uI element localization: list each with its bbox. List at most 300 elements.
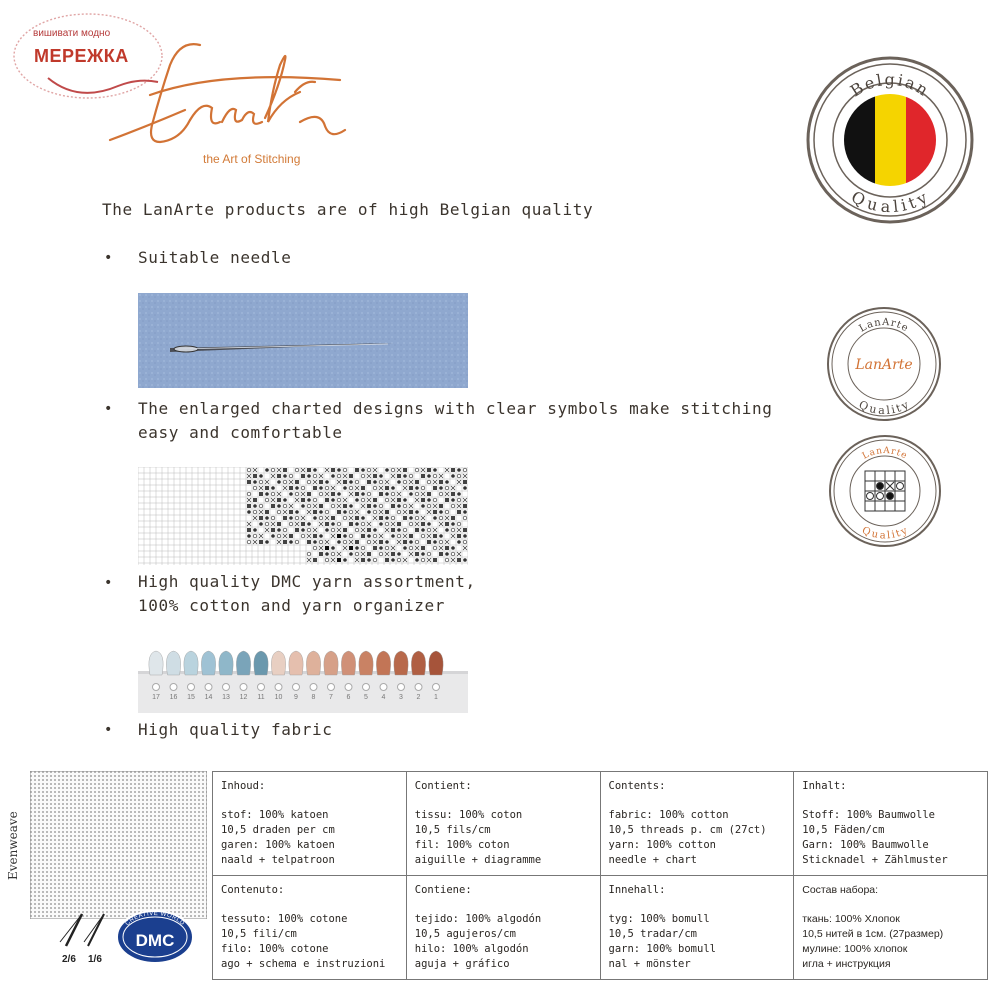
yarn-hole [188,684,195,691]
chart-symbol [307,468,311,472]
yarn-bunch [359,651,373,675]
chart-symbol [307,492,311,496]
chart-symbol [397,528,401,532]
contents-line: 10,5 fils/cm [414,824,491,836]
chart-symbol [385,510,389,514]
chart-symbol [271,486,275,490]
yarn-organizer-photo [138,643,468,713]
needle-size-label: 1/6 [88,954,102,965]
lanarte-quality-seal [825,305,943,423]
chart-symbol [295,486,299,490]
contents-row [213,772,988,876]
chart-symbol [253,498,257,502]
chart-symbol [463,534,467,538]
contents-line: 10,5 fili/cm [221,928,297,940]
chart-symbol [355,498,359,502]
chart-symbol [463,486,467,490]
chart-symbol [349,552,353,556]
chart-symbol [445,528,449,532]
yarn-number: 12 [239,694,248,701]
chart-symbol [457,492,461,496]
chart-symbol [295,510,299,514]
chart-symbol [391,486,395,490]
bullet-yarn-text-line1: High quality DMC yarn assortment, [138,572,476,591]
chart-symbol [391,534,395,538]
chart-symbol [289,492,293,496]
chart-symbol [331,492,335,496]
yarn-number: 2 [416,694,421,701]
contents-line: ткань: 100% Хлопок [802,913,900,925]
chart-symbol [331,522,335,526]
chart-symbol [397,498,401,502]
svg-text:Quality [848,187,932,216]
yarn-number: 4 [381,694,386,701]
chart-symbol [391,552,395,556]
chart-symbol [409,492,413,496]
yarn-number: 10 [274,694,283,701]
contents-line: fil: 100% coton [414,839,510,851]
yarn-hole [345,684,352,691]
chart-symbol [313,540,317,544]
chart-symbol [247,480,251,484]
contents-line: tyg: 100% bomull [608,913,710,925]
merezhka-name: МЕРЕЖКА [34,46,129,66]
chart-symbol [343,480,347,484]
dmc-ring-text: CREATIVE WORLD [124,910,186,928]
chart-symbol [397,474,401,478]
needle-photo [138,293,468,388]
chart-symbol [409,540,413,544]
chart-symbol [247,534,251,538]
chart-symbol [337,492,341,496]
chart-symbol [253,474,257,478]
chart-symbol [313,468,317,472]
belgian-seal-top-text: Belgian [846,69,934,101]
chart-symbol [451,546,455,550]
chart-symbol [433,540,437,544]
yarn-bunch [201,651,215,675]
chart-symbol [319,486,323,490]
chart-symbol [325,552,329,556]
yarn-bunch [289,651,303,675]
chart-symbol [379,516,383,520]
lanarte-seal-bottom-text: Quality [856,397,912,418]
needle-size-1-6 [80,912,108,967]
yarn-bunch [184,651,198,675]
contents-heading: Contiene: [414,884,472,896]
contents-cell [406,772,600,876]
bullet-dot: • [104,250,113,266]
chart-symbol [415,510,419,514]
chart-symbol [337,534,341,538]
chart-symbol [313,516,317,520]
contents-line: nal + mönster [608,958,691,970]
yarn-bunch [149,651,163,675]
yarn-bunch [394,651,408,675]
yarn-bunch [271,651,285,675]
chart-symbol [295,480,299,484]
chart-symbol [325,528,329,532]
contents-heading: Inhoud: [221,780,266,792]
svg-text:Quality [857,398,912,417]
chart-symbol [427,540,431,544]
chart-symbol [421,504,425,508]
chart-symbol [415,486,419,490]
yarn-organizer-graphic [138,643,468,713]
contents-line: Sticknadel + Zählmuster [802,854,948,866]
grid-seal-graphic [827,433,943,549]
chart-symbol [259,522,263,526]
chart-symbol [373,498,377,502]
chart-symbol [325,480,329,484]
yarn-bunch [306,651,320,675]
chart-symbol [433,558,437,562]
chart-symbol [361,534,365,538]
contents-heading: Contenuto: [221,884,285,896]
grid-seal-top-text: LanArte [860,445,910,462]
chart-symbol [427,474,431,478]
chart-symbol [403,516,407,520]
bullet-chart-text-line2: easy and comfortable [138,423,343,442]
chart-symbol [325,522,329,526]
chart-symbol [367,552,371,556]
chart-symbol [313,510,317,514]
chart-symbol [427,498,431,502]
chart-symbol [427,522,431,526]
chart-symbol [271,534,275,538]
yarn-hole [153,684,160,691]
contents-line: filo: 100% cotone [221,943,329,955]
chart-symbol [289,516,293,520]
chart-symbol [397,504,401,508]
chart-symbol [337,510,341,514]
chart-symbol [463,558,467,562]
yarn-hole [258,684,265,691]
stitch-grid-quality-seal [827,433,943,549]
chart-symbol [355,516,359,520]
lanarte-logo [90,30,350,170]
yarn-hole [398,684,405,691]
chart-symbol [343,528,347,532]
chart-grid-graphic [138,467,468,565]
chart-symbol [247,504,251,508]
contents-heading: Contents: [608,780,666,792]
chart-symbol [367,534,371,538]
chart-symbol [373,474,377,478]
chart-symbol [445,522,449,526]
contents-line: 10,5 threads p. cm (27ct) [608,824,767,836]
chart-symbol [319,552,323,556]
chart-symbol [445,480,449,484]
intro-text: The LanArte products are of high Belgian quality [102,200,594,219]
chart-symbol [361,558,365,562]
contents-line: мулине: 100% хлопок [802,943,908,955]
chart-symbol [343,510,347,514]
chart-symbol [451,468,455,472]
stitch-grid-icon [865,471,905,511]
yarn-number: 11 [257,694,265,701]
needle-graphic [138,293,468,388]
chart-symbol [385,558,389,562]
contents-line: stof: 100% katoen [221,809,329,821]
chart-symbol [391,558,395,562]
contents-line: garen: 100% katoen [221,839,335,851]
chart-symbol [283,540,287,544]
contents-cell [794,772,988,876]
yarn-hole [205,684,212,691]
chart-symbol [277,474,281,478]
chart-symbol [367,558,371,562]
yarn-number: 9 [294,694,298,701]
chart-symbol [379,474,383,478]
yarn-bunch [429,651,443,675]
chart-symbol [301,522,305,526]
chart-symbol [343,534,347,538]
contents-cell [213,772,407,876]
chart-symbol [343,558,347,562]
chart-symbol [385,516,389,520]
chart-symbol [421,522,425,526]
evenweave-fabric-sample [30,771,207,919]
yarn-number: 1 [434,694,438,701]
chart-symbol [439,486,443,490]
bullet-chart-text-line1: The enlarged charted designs with clear symbols make stitching [138,399,773,418]
yarn-hole [293,684,300,691]
chart-symbol [271,528,275,532]
chart-symbol [439,504,443,508]
contents-row [213,876,988,980]
chart-symbol [361,486,365,490]
lanarte-seal-graphic [825,305,943,423]
chart-symbol [283,474,287,478]
chart-symbol [265,468,269,472]
chart-symbol [289,510,293,514]
contents-line: aiguille + diagramme [414,854,542,866]
chart-symbol [433,486,437,490]
chart-symbol [253,528,257,532]
chart-symbol [373,528,377,532]
chart-symbol [319,504,323,508]
chart-symbol [331,498,335,502]
contents-line: tessuto: 100% cotone [221,913,348,925]
chart-symbol [301,498,305,502]
chart-symbol [331,474,335,478]
chart-symbol [337,540,341,544]
chart-symbol [385,492,389,496]
chart-symbol [457,540,461,544]
chart-symbol [439,480,443,484]
chart-symbol [259,540,263,544]
belgian-seal-graphic [805,55,975,225]
chart-symbol [265,486,269,490]
chart-symbol [421,498,425,502]
yarn-number: 15 [187,694,195,701]
chart-symbol [307,522,311,526]
chart-symbol [271,504,275,508]
yarn-bunch [411,651,425,675]
chart-symbol [397,552,401,556]
chart-symbol [265,492,269,496]
yarn-number: 8 [311,694,316,701]
chart-symbol [385,486,389,490]
chart-symbol [319,480,323,484]
yarn-bunch [254,651,268,675]
grid-seal-bottom-text: Quality [860,524,911,542]
chart-symbol [295,528,299,532]
chart-symbol [451,492,455,496]
chart-symbol [403,546,407,550]
yarn-hole [380,684,387,691]
chart-symbol [259,492,263,496]
chart-symbol [457,534,461,538]
chart-symbol [355,492,359,496]
chart-symbol [301,474,305,478]
chart-symbol [289,486,293,490]
contents-line: fabric: 100% cotton [608,809,729,821]
yarn-bunch [376,651,390,675]
chart-symbol [343,486,347,490]
chart-symbol [361,516,365,520]
contents-line: hilo: 100% algodón [414,943,529,955]
chart-symbol [409,534,413,538]
chart-symbol [355,468,359,472]
bullet-dot: • [104,722,113,738]
contents-heading: Contient: [414,780,472,792]
contents-cell [600,772,794,876]
yarn-number: 16 [169,694,178,701]
yarn-number: 7 [329,694,333,701]
chart-symbol [343,504,347,508]
chart-symbol [349,474,353,478]
chart-symbol [307,540,311,544]
chart-symbol [313,534,317,538]
chart-symbol [403,474,407,478]
lanarte-tagline: the Art of Stitching [203,152,301,166]
chart-symbol [463,510,467,514]
contents-line: yarn: 100% cotton [608,839,716,851]
chart-symbol [355,540,359,544]
chart-symbol [409,486,413,490]
lanarte-script-mark [90,30,350,170]
chart-symbol [463,504,467,508]
chart-symbol [277,522,281,526]
yarn-hole [433,684,440,691]
chart-symbol [319,510,323,514]
lanarte-seal-center-text: LanArte [855,357,913,373]
contents-line: Stoff: 100% Baumwolle [802,809,936,821]
contents-cell [213,876,407,980]
chart-symbol [421,528,425,532]
chart-symbol [421,552,425,556]
yarn-hole [240,684,247,691]
chart-symbol [451,474,455,478]
yarn-number: 5 [364,694,368,701]
contents-line: Garn: 100% Baumwolle [802,839,929,851]
contents-table [212,771,988,980]
chart-symbol [385,540,389,544]
chart-symbol [427,468,431,472]
bullet-fabric-text: High quality fabric [138,720,333,739]
chart-symbol [451,516,455,520]
svg-text:LanArte [861,446,909,462]
chart-symbol [301,504,305,508]
yarn-hole [223,684,230,691]
bullet-needle-text: Suitable needle [138,248,292,267]
merezhka-tagline: вишивати модно [33,28,111,39]
chart-symbol [361,492,365,496]
chart-symbol [313,558,317,562]
chart-symbol [283,468,287,472]
chart-symbol [415,558,419,562]
yarn-bunch [166,651,180,675]
chart-symbol [397,480,401,484]
chart-symbol [379,522,383,526]
chart-symbol [445,546,449,550]
evenweave-label: Evenweave [6,811,20,880]
chart-symbol [307,498,311,502]
chart-symbol [433,468,437,472]
chart-symbol [457,558,461,562]
yarn-hole [328,684,335,691]
yarn-number: 13 [222,694,230,701]
contents-line: 10,5 нитей в 1см. (27размер) [802,928,944,940]
chart-symbol [439,552,443,556]
belgian-quality-seal [805,55,975,225]
chart-symbol [433,516,437,520]
svg-text:LanArte [857,317,910,335]
chart-symbol [385,468,389,472]
chart-symbol [439,510,443,514]
contents-heading: Innehall: [608,884,666,896]
chart-symbol [403,540,407,544]
chart-symbol [367,510,371,514]
chart-symbol [379,546,383,550]
contents-line: naald + telpatroon [221,854,335,866]
chart-symbol [253,504,257,508]
chart-symbol [391,528,395,532]
bullet-dot: • [104,575,113,591]
chart-symbol [373,504,377,508]
contents-heading: Состав набора: [802,884,879,896]
chart-symbol [331,516,335,520]
chart-symbol [259,516,263,520]
chart-symbol [325,546,329,550]
chart-symbol [277,480,281,484]
contents-line: aguja + gráfico [414,958,510,970]
yarn-number: 3 [399,694,403,701]
yarn-number: 6 [346,694,351,701]
chart-symbol [355,546,359,550]
contents-line: garn: 100% bomull [608,943,716,955]
chart-symbol [349,504,353,508]
chart-symbol [349,522,353,526]
contents-line: 10,5 Fäden/cm [802,824,885,836]
chart-symbol [331,546,335,550]
chart-symbol [391,504,395,508]
chart-symbol [379,492,383,496]
chart-symbol [445,552,449,556]
chart-symbol [463,480,467,484]
dmc-logo-graphic [110,905,200,965]
chart-symbol [289,540,293,544]
chart-symbol [397,522,401,526]
chart-symbol [367,528,371,532]
chart-symbol [319,534,323,538]
chart-symbol [253,480,257,484]
chart-symbol [403,498,407,502]
chart-symbol [349,480,353,484]
yarn-bunch [219,651,233,675]
